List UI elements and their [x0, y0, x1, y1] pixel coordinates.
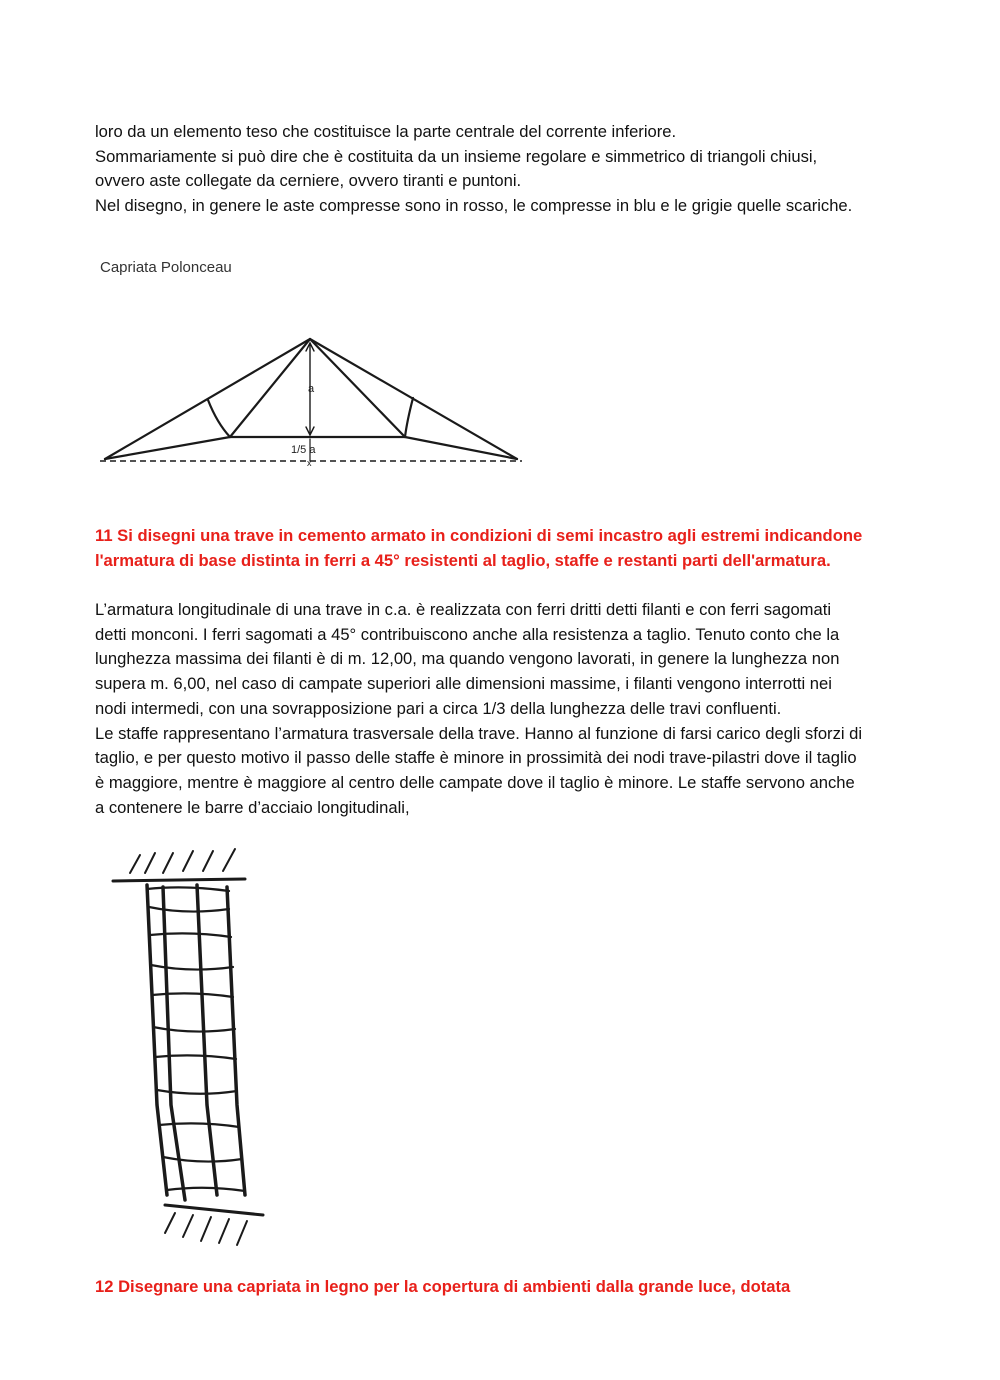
question-12-text: 12 Disegnare una capriata in legno per la copertura di ambienti dalla grande luce, dotata [95, 1277, 791, 1296]
height-label: a [308, 383, 315, 395]
answer-11-paragraph: Le staffe rappresentano l’armatura trasversale della trave. Hanno al funzione di farsi carico degli sforzi di taglio, e per questo motivo il passo delle staffe è minore in prossimità dei nodi trave-pilastri dove il taglio è maggiore, mentre è maggiore al centro delle campate dove il taglio è minore. Le staffe servono anche a contenere le barre d’acciaio longitudinali, [95, 723, 863, 817]
intro-line: Nel disegno, in genere le aste compresse sono in rosso, le compresse in blu e le grigie quelle scariche. [95, 196, 853, 216]
rise-label: 1/5 a [291, 444, 316, 456]
question-11-heading [95, 524, 865, 573]
intro-line: Sommariamente si può dire che è costituita da un insieme regolare e simmetrico di triangoli chiusi, ovvero aste collegate da cerniere, ovvero tiranti e puntoni. [95, 146, 818, 191]
intro-text [95, 120, 865, 219]
answer-11-paragraph: L’armatura longitudinale di una trave in c.a. è realizzata con ferri dritti detti filanti e con ferri sagomati detti monconi. I ferri sagomati a 45° contribuiscono anche alla resistenza a taglio. Tenuto conto che la lunghezza massima dei filanti è di m. 12,00, ma quando vengono lavorati, in genere la lunghezza non supera m. 6,00, nel caso di campate superiori alle dimensioni massime, i filanti vengono interrotti nei nodi intermedi, con una sovrapposizione pari a circa 1/3 della lunghezza delle travi confluenti. [95, 600, 840, 718]
question-12-heading [95, 1275, 865, 1300]
cage-drawing [105, 845, 275, 1255]
reinforcement-cage-sketch [105, 845, 275, 1255]
bottom-label: x [307, 458, 312, 468]
answer-11-text [95, 598, 865, 820]
intro-line: loro da un elemento teso che costituisce la parte centrale del corrente inferiore. [95, 122, 677, 141]
truss-drawing [95, 255, 527, 470]
polonceau-truss-figure [95, 255, 527, 470]
truss-title: Capriata Polonceau [100, 259, 232, 276]
question-11-text: 11 Si disegni una trave in cemento armato in condizioni di semi incastro agli estremi indicandone l'armatura di base distinta in ferri a 45° resistenti al taglio, staffe e restanti parti dell'armatura. [95, 526, 863, 570]
